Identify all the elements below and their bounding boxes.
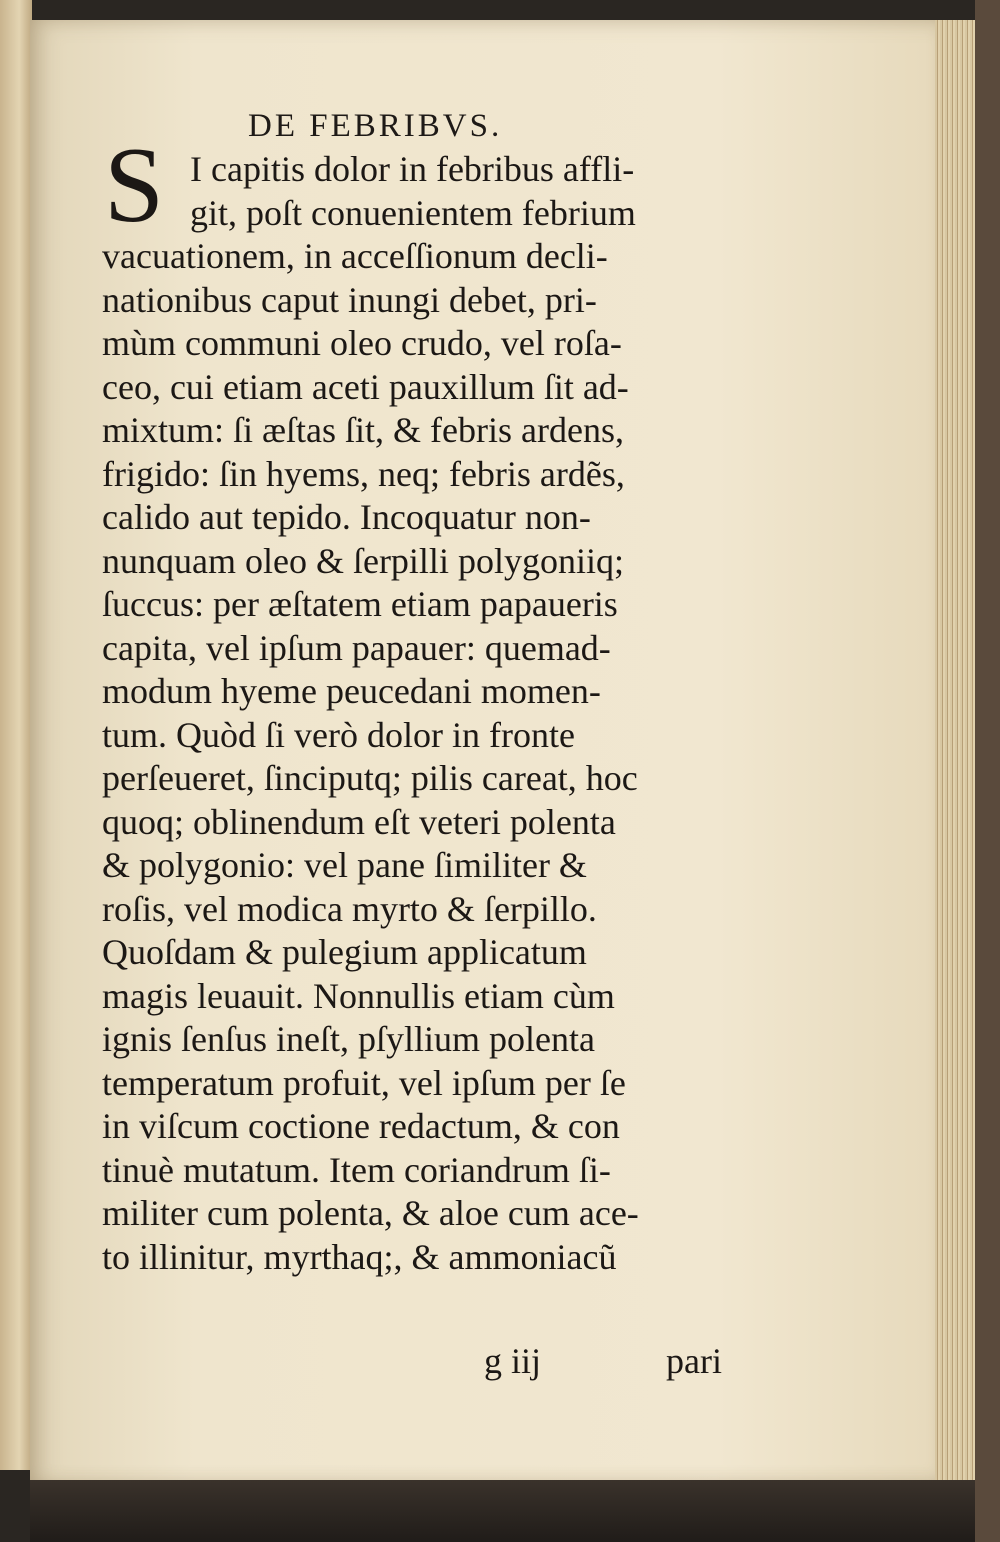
body-text xyxy=(102,148,722,1279)
previous-page-edge xyxy=(0,0,32,1470)
text-line: roſis, vel modica myrto & ſerpillo. xyxy=(102,888,597,929)
page-edges xyxy=(935,20,975,1490)
text-line: ceo, cui etiam aceti pauxillum ſit ad- xyxy=(102,366,629,407)
signature-mark: g iij xyxy=(484,1341,542,1381)
text-line: git, poſt conuenientem febrium xyxy=(190,192,636,233)
drop-cap: S xyxy=(104,126,165,245)
text-line: nationibus caput inungi debet, pri- xyxy=(102,279,597,320)
text-line: frigido: ſin hyems, neq; febris ardẽs, xyxy=(102,453,625,494)
catchword: pari xyxy=(666,1341,722,1381)
book-cover-edge xyxy=(975,0,1000,1542)
background-shadow xyxy=(30,1480,975,1542)
text-line: mixtum: ſi æſtas ſit, & febris ardens, xyxy=(102,410,624,450)
text-line: capita, vel ipſum papauer: quemad- xyxy=(102,627,611,668)
text-line: nunquam oleo & ſerpilli polygoniiq; xyxy=(102,540,624,581)
text-line: quoq; oblinendum eſt veteri polenta xyxy=(102,801,616,842)
text-line: calido aut tepido. Incoquatur non- xyxy=(102,497,591,537)
text-line: tum. Quòd ſi verò dolor in fronte xyxy=(102,714,575,755)
text-line: ſuccus: per æſtatem etiam papaueris xyxy=(102,584,618,624)
text-line: temperatum profuit, vel ipſum per ſe xyxy=(102,1062,626,1103)
text-line: tinuè mutatum. Item coriandrum ſi- xyxy=(102,1149,611,1190)
text-line: Quoſdam & pulegium applicatum xyxy=(102,932,587,972)
text-line: in viſcum coctione redactum, & con xyxy=(102,1106,620,1146)
text-line: vacuationem, in acceſſionum decli- xyxy=(102,236,608,276)
text-line: I capitis dolor in febribus affli- xyxy=(190,149,635,189)
page-footer xyxy=(102,1340,722,1380)
text-line: magis leuauit. Nonnullis etiam cùm xyxy=(102,975,615,1016)
text-line: to illinitur, myrthaq;, & ammoniacũ xyxy=(102,1236,617,1277)
text-line: militer cum polenta, & aloe cum ace- xyxy=(102,1193,639,1233)
text-line: & polygonio: vel pane ſimiliter & xyxy=(102,845,587,885)
text-line: perſeueret, ſinciputq; pilis careat, hoc xyxy=(102,758,638,798)
text-line: modum hyeme peucedani momen- xyxy=(102,671,601,711)
text-line: mùm communi oleo crudo, vel roſa- xyxy=(102,323,622,363)
text-line: ignis ſenſus ineſt, pſyllium polenta xyxy=(102,1019,595,1059)
running-head: DE FEBRIBVS. xyxy=(248,108,503,144)
